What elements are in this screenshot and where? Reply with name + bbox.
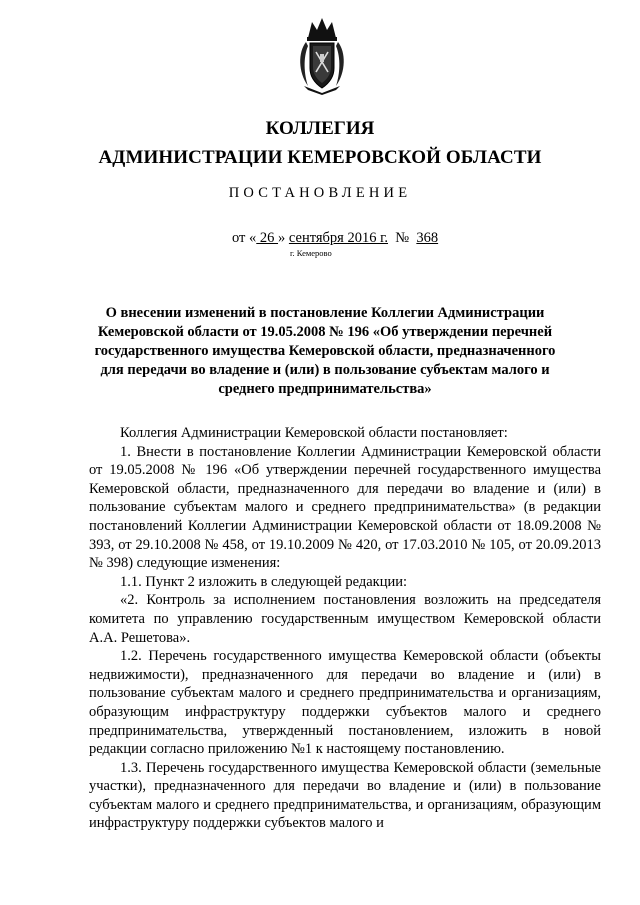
document-body bbox=[89, 424, 601, 833]
document-type: ПОСТАНОВЛЕНИЕ bbox=[228, 185, 412, 201]
body-paragraph: 1.3. Перечень государственного имущества Кемеровской области (земельные участки), предназначенного для передачи во владение и (или) в пользование субъектам малого и среднего предпринимательства, и организациям, образующим инфраструктуру поддержки субъектов малого и bbox=[89, 759, 601, 832]
number-sign: № bbox=[395, 230, 410, 246]
body-paragraph: Коллегия Администрации Кемеровской области постановляет: bbox=[120, 425, 508, 441]
body-paragraph: «2. Контроль за исполнением постановления возложить на председателя комитета по управлению государственным имуществом Кемеровской области А.А. Решетова». bbox=[89, 592, 601, 646]
date-day: 26 bbox=[256, 230, 279, 246]
org-name-line2: АДМИНИСТРАЦИИ КЕМЕРОВСКОЙ ОБЛАСТИ bbox=[98, 147, 542, 168]
date-prefix: от « bbox=[232, 230, 257, 246]
coat-of-arms-icon bbox=[296, 16, 348, 96]
date-mid: » bbox=[278, 230, 289, 246]
date-number-line bbox=[232, 229, 438, 247]
org-name-line1: КОЛЛЕГИЯ bbox=[265, 118, 375, 139]
body-paragraph: 1.2. Перечень государственного имущества Кемеровской области (объекты недвижимости), предназначенного для передачи во владение и (или) в пользование субъектам малого и среднего предпринимательства и организациям, образующим инфраструктуру поддержки субъектов малого и среднего предпринимательства, утвержденный постановлением, изложить в новой редакции согласно приложению №1 к настоящему постановлению. bbox=[89, 648, 601, 758]
date-month-year: сентября 2016 г. bbox=[288, 230, 389, 246]
body-paragraph: 1. Внести в постановление Коллегии Администрации Кемеровской области от 19.05.2008 № 196 «Об утверждении перечней государственного имущества Кемеровской области, предназначенного для передачи во владение и (или) в пользование субъектам малого и среднего предпринимательства» (в редакции постановлений Коллегии Администрации Кемеровской области от 18.09.2008 № 393, от 29.10.2008 № 458, от 19.10.2009 № 420, от 17.03.2010 № 105, от 20.09.2013 № 398) следующие изменения: bbox=[89, 443, 601, 572]
body-paragraph: 1.1. Пункт 2 изложить в следующей редакции: bbox=[120, 573, 408, 590]
document-number: 368 bbox=[416, 230, 439, 246]
city-name: г. Кемерово bbox=[290, 248, 332, 258]
document-title: О внесении изменений в постановление Коллегии Администрации Кемеровской области от 19.05.2008 № 196 «Об утверждении перечней государственного имущества Кемеровской области, предназначенного для передачи во владение и (или) в пользование субъектам малого и среднего предпринимательства» bbox=[94, 305, 556, 397]
